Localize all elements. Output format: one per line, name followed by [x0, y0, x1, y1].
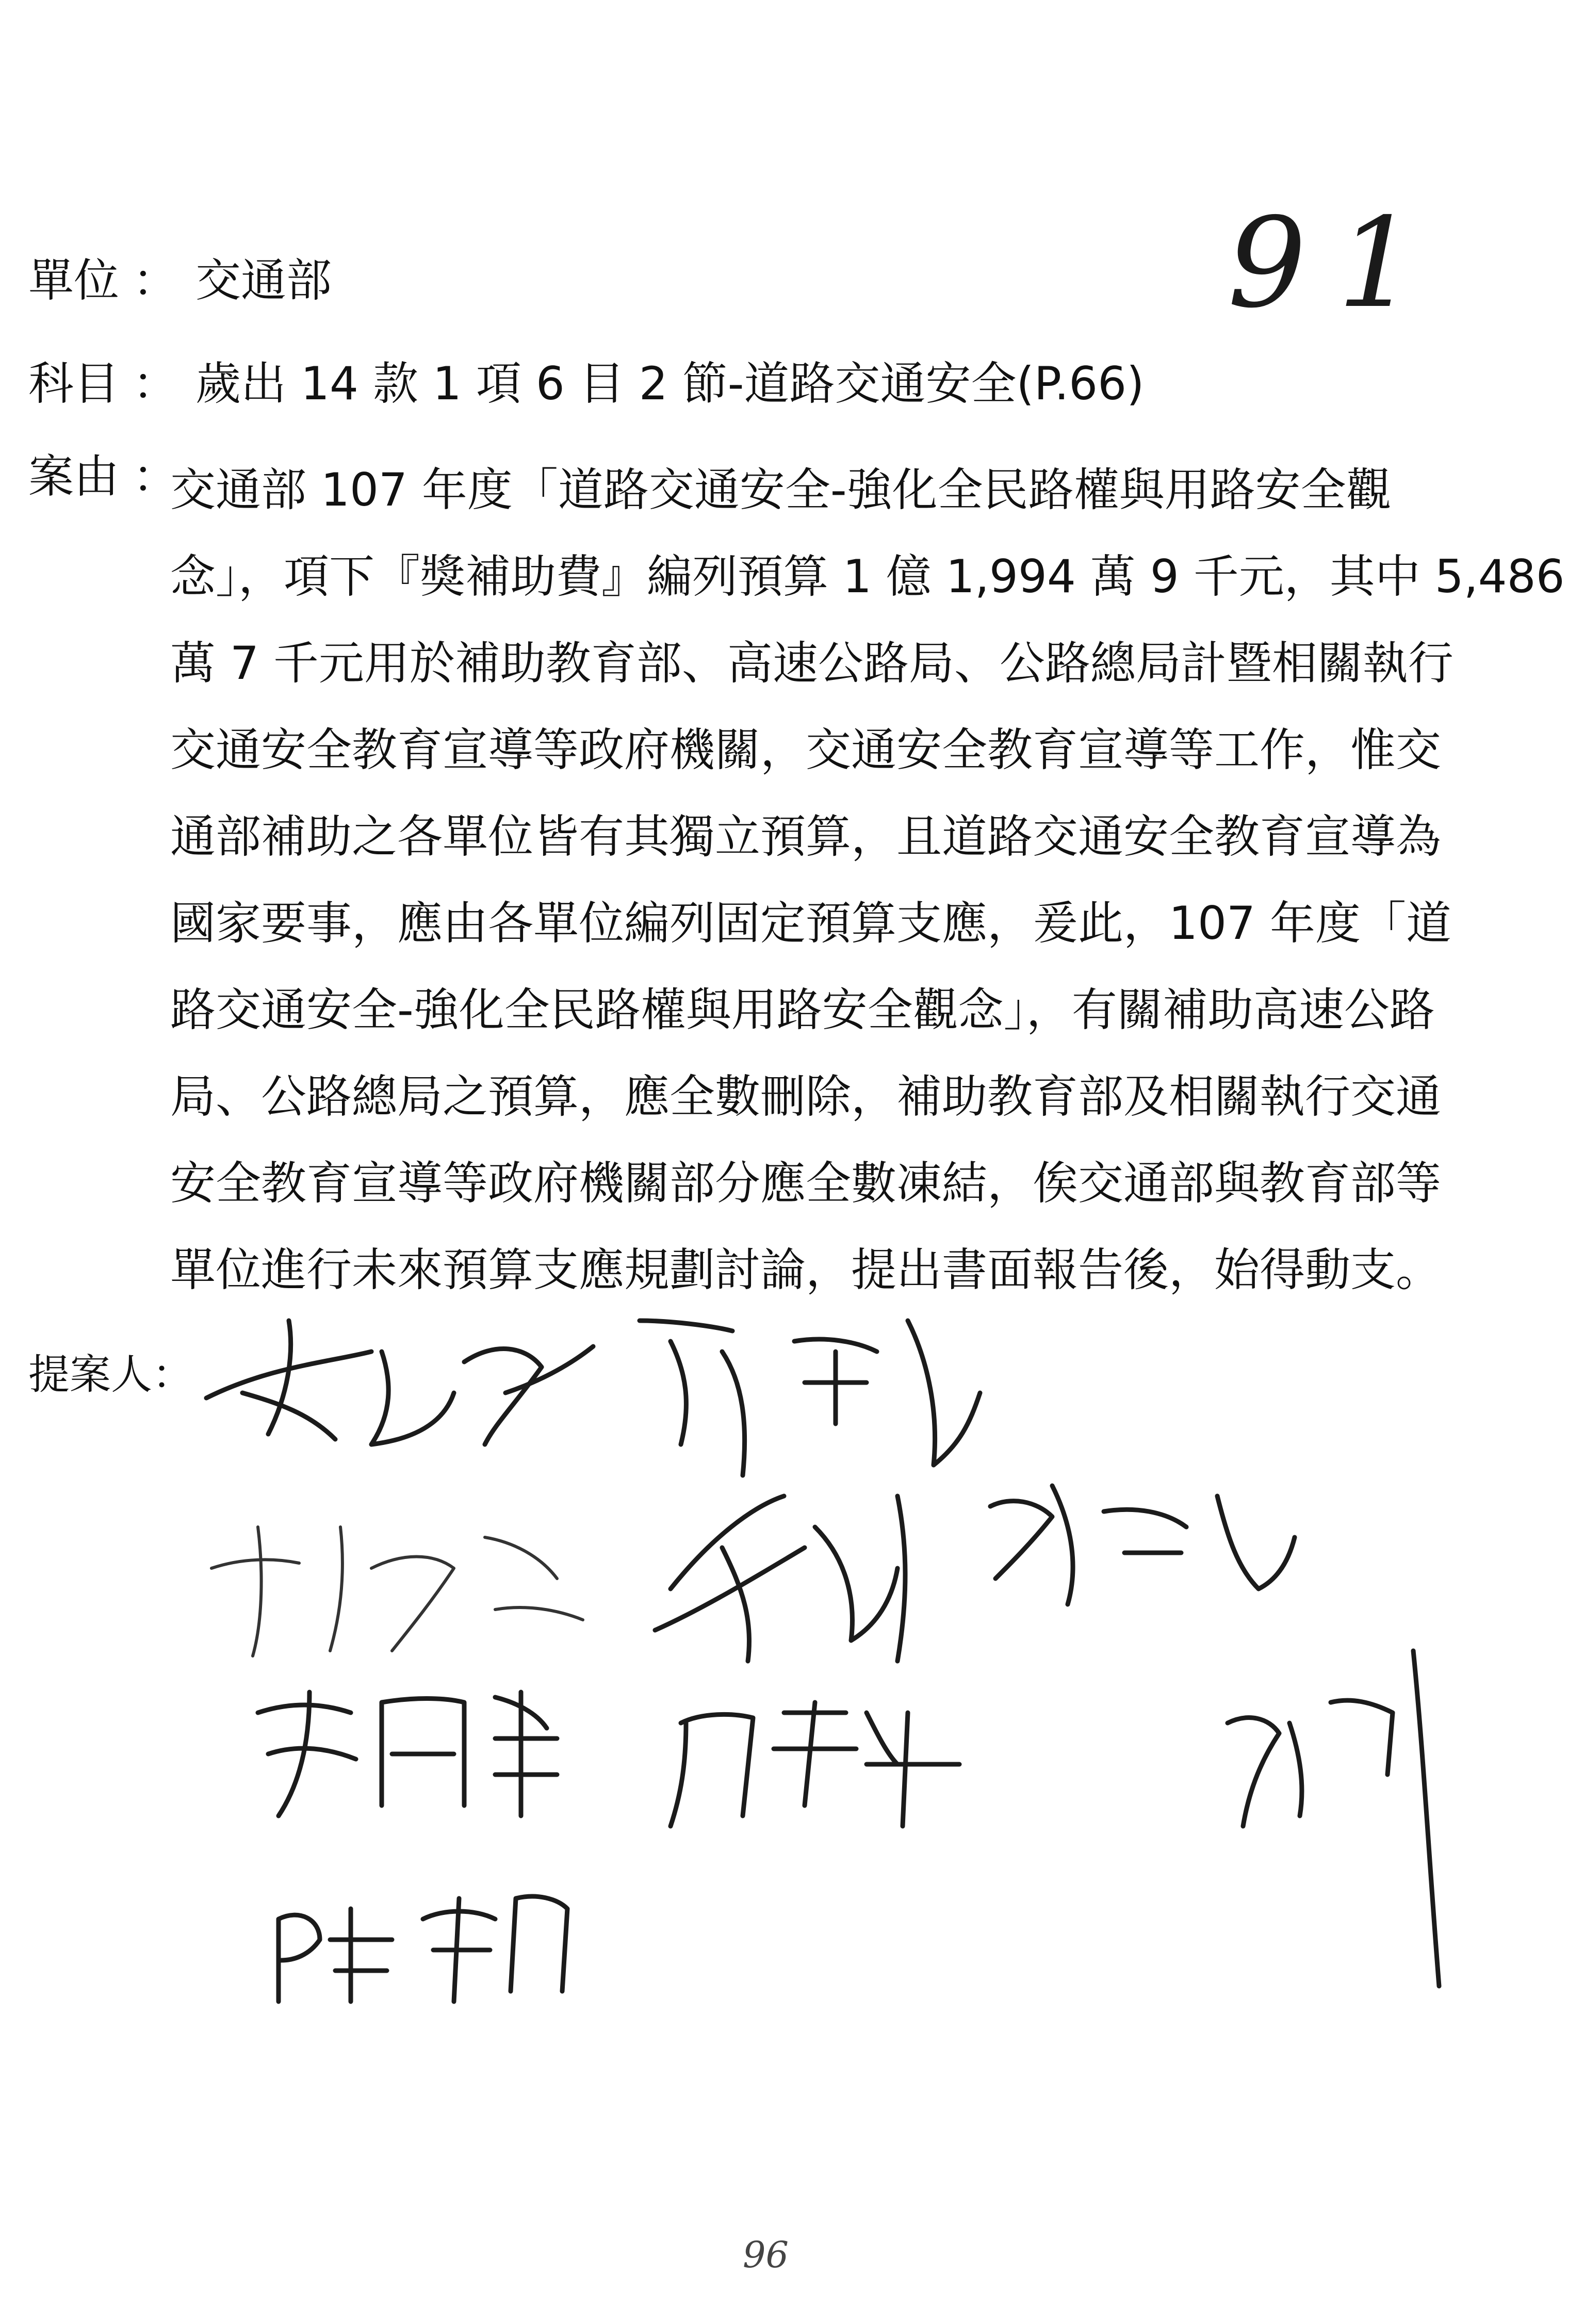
signature-7 [671, 1702, 959, 1826]
signature-5 [990, 1486, 1295, 1604]
signature-4 [655, 1496, 905, 1661]
unit-value: 交通部 [195, 254, 332, 307]
proposer-label: 提案人： [28, 1351, 193, 1399]
signature-3 [211, 1527, 583, 1656]
reason-line: 萬 7 千元用於補助教育部、高速公路局、公路總局計暨相關執行 [170, 637, 1454, 690]
reason-line: 安全教育宣導等政府機關部分應全數凍結，俟交通部與教育部等 [170, 1157, 1442, 1210]
reason-line: 交通安全教育宣導等政府機關，交通安全教育宣導等工作，惟交 [170, 723, 1442, 776]
reason-line: 路交通安全-強化全民路權與用路安全觀念」，有關補助高速公路 [170, 983, 1435, 1036]
signature-1 [206, 1321, 593, 1444]
reason-line: 國家要事，應由各單位編列固定預算支應，爰此，107 年度「道 [170, 897, 1451, 950]
subject-label: 科目 [28, 357, 120, 410]
signature-2 [640, 1321, 980, 1475]
handwritten-number: 91 [1228, 191, 1447, 335]
reason-line: 念」，項下『獎補助費』編列預算 1 億 1,994 萬 9 千元，其中 5,486 [170, 550, 1565, 603]
subject-colon: ： [133, 357, 178, 410]
subject-value: 歲出 14 款 1 項 6 目 2 節-道路交通安全(P.66) [195, 357, 1145, 410]
reason-line: 單位進行未來預算支應規劃討論，提出書面報告後，始得動支。 [170, 1243, 1442, 1296]
reason-line: 交通部 107 年度「道路交通安全-強化全民路權與用路安全觀 [170, 463, 1392, 516]
reason-line: 通部補助之各單位皆有其獨立預算，且道路交通安全教育宣導為 [170, 810, 1442, 863]
unit-colon: ： [133, 254, 178, 307]
signature-8 [1228, 1651, 1439, 1986]
reason-colon: ： [133, 450, 178, 503]
reason-label: 案由 [28, 450, 120, 503]
signature-9 [279, 1896, 567, 2002]
signature-6 [258, 1692, 557, 1816]
page-number: 96 [743, 2234, 789, 2276]
reason-line: 局、公路總局之預算，應全數刪除，補助教育部及相關執行交通 [170, 1070, 1442, 1123]
unit-label: 單位 [28, 254, 120, 307]
